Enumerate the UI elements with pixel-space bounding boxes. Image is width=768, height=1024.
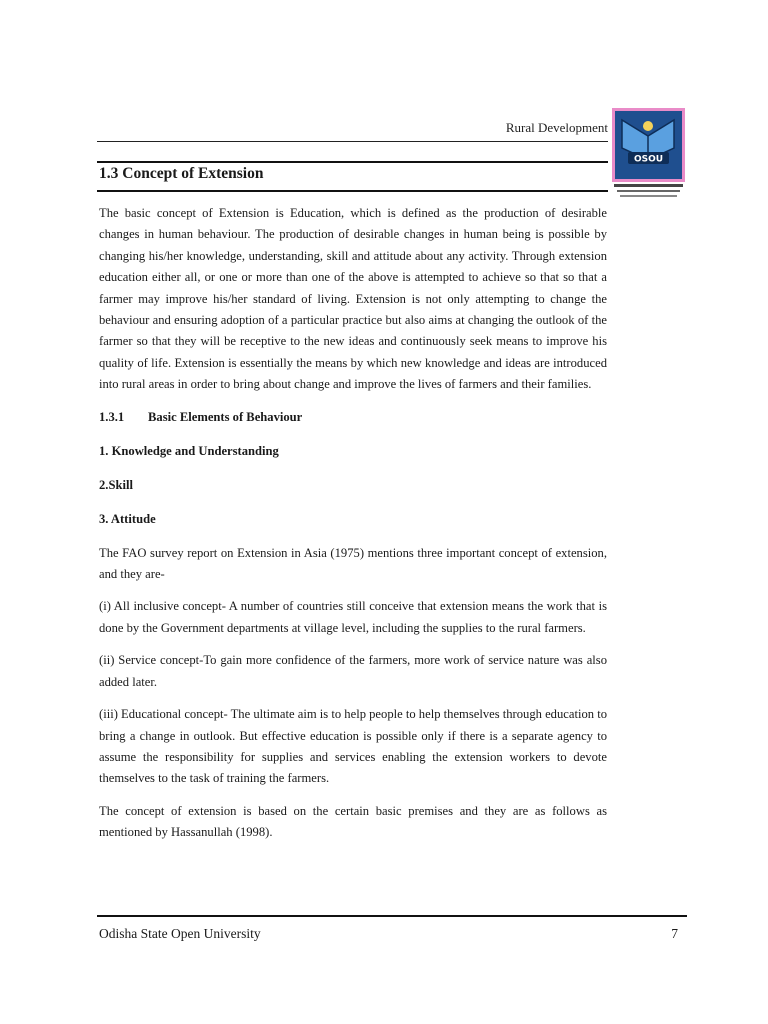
page-number: 7 [671,926,678,941]
paragraph-concept-iii: (iii) Educational concept- The ultimate aim is to help people to help themselves through education to bring a change in outlook. But effective education is possible only if there is a separate agency to assume the responsibility for supplies and services enabling the extension workers to devote themselves to the task of training the farmers. [99,707,607,786]
paragraph-fao: The FAO survey report on Extension in Asia (1975) mentions three important concept of extension, and they are- [99,545,607,582]
paragraph-concept-i: (i) All inclusive concept- A number of countries still conceive that extension means the work that is done by the Government departments at village level, including the supplies to the rural farmers. [99,599,607,635]
running-header: Rural Development [505,120,608,135]
footer-university: Odisha State Open University [99,926,261,941]
section-rule-bottom [97,190,608,192]
header-rule [97,141,608,142]
paragraph-concept-ii: (ii) Service concept-To gain more confidence of the farmers, more work of service nature was also added later. [99,653,607,689]
element-attitude: 3. Attitude [99,511,156,526]
footer-rule [97,915,687,917]
body-text [99,203,607,855]
logo-caption: OSOU [633,154,664,165]
element-skill: 2.Skill [99,477,133,492]
section-rule-top [97,161,608,163]
subsection-heading [99,407,607,428]
section-title: 1.3 Concept of Extension [99,165,264,182]
paragraph-premises: The concept of extension is based on the certain basic premises and they are as follows as mentioned by Hassanullah (1998). [99,803,607,840]
paragraph-intro: The basic concept of Extension is Education, which is defined as the production of desirable changes in human behaviour. The production of desirable changes in human being is possible by changing his/her knowledge, understanding, skill and attitude about any activity. Through extension education either all, or one or more than one of the above is attempted to achieve so that so that a farmer may improve his/her standard of living. Extension is not only attempting to change the behaviour and ensuring adoption of a particular practice but also aims at changing the outlook of the farmer so that they will be receptive to the new ideas and continuously seek means to improve his quality of life. Extension is essentially the means by which new knowledge and ideas are introduced into rural areas in order to bring about change and improve the lives of farmers and their families. [99,206,607,392]
osou-logo [612,108,685,200]
element-knowledge: 1. Knowledge and Understanding [99,443,279,458]
subsection-number: 1.3.1 [99,409,125,424]
subsection-title: Basic Elements of Behaviour [148,409,303,424]
